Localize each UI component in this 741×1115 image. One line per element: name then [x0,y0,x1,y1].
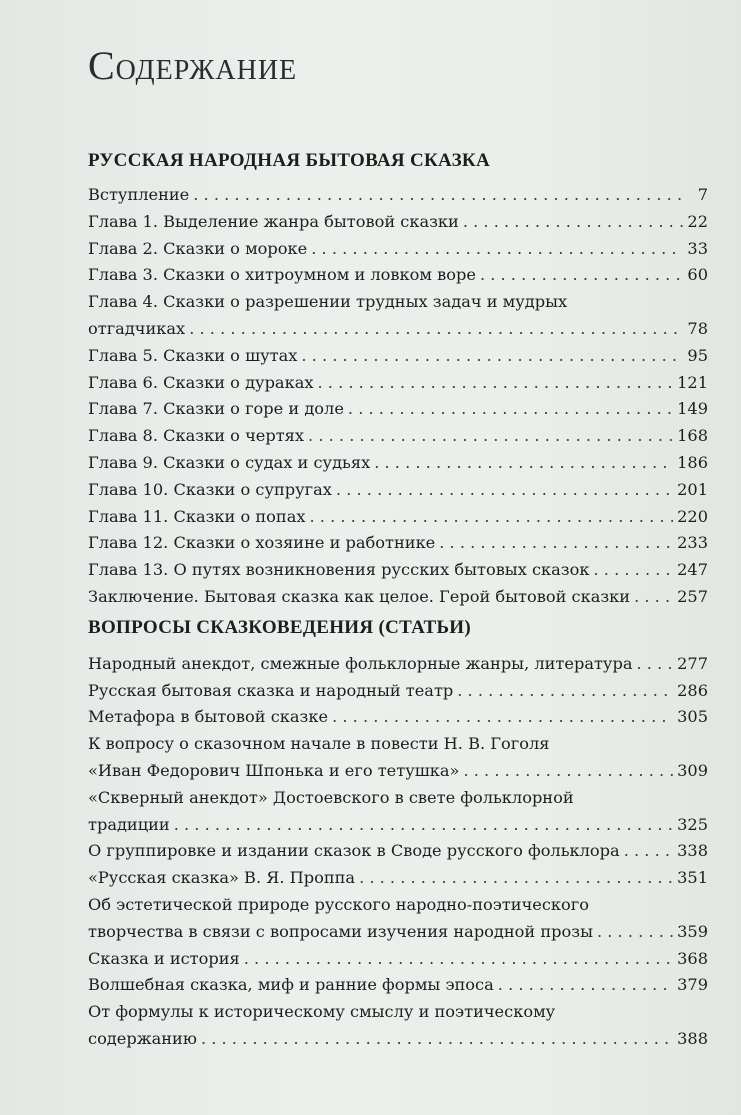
dot-leader [317,370,673,397]
entry-title-line: отгадчиках [88,318,186,338]
entry-title-line: О группировке и издании сказок в Своде русского фольклора [88,841,620,861]
page-number: 201 [677,479,708,499]
page-number: 33 [687,238,708,258]
toc-entry [88,396,708,423]
entry-title-line: «Иван Федорович Шпонька и его тетушка» [88,760,460,780]
page-number: 121 [677,372,708,392]
dot-leader [498,972,673,999]
toc-entry [88,370,708,397]
toc-entry [88,972,708,999]
page-number: 325 [677,814,708,834]
entry-title-line: Глава 12. Сказки о хозяине и работнике [88,533,436,553]
dot-leader [457,678,673,705]
dot-leader [174,812,673,839]
dot-leader [336,477,673,504]
page-number: 168 [677,426,708,446]
entry-title-line: От формулы к историческому смыслу и поэтическому [88,1002,556,1022]
toc-entry [88,651,708,678]
toc-entry [88,289,708,343]
entry-title-line: Глава 2. Сказки о мороке [88,238,308,258]
page-number: 286 [677,680,708,700]
toc-entry [88,678,708,705]
dot-leader [636,651,673,678]
page-number: 78 [687,318,708,338]
section-heading: РУССКАЯ НАРОДНАЯ БЫТОВАЯ СКАЗКА [88,150,491,171]
entry-title-line: Глава 1. Выделение жанра бытовой сказки [88,211,459,231]
entry-title-line: творчества в связи с вопросами изучения народной прозы [88,921,593,941]
dot-leader [634,584,673,611]
toc-entry [88,236,708,263]
entry-title-line: Волшебная сказка, миф и ранние формы эпоса [88,975,494,995]
page-number: 359 [677,921,708,941]
page-number: 305 [677,707,708,727]
page-number: 277 [677,653,708,673]
toc-entry [88,999,708,1053]
dot-leader [332,704,673,731]
page-number: 388 [677,1028,708,1048]
dot-leader [439,530,673,557]
page-number: 257 [677,586,708,606]
toc-entry [88,838,708,865]
page-number: 233 [677,533,708,553]
dot-leader [189,316,683,343]
toc-entry [88,530,708,557]
page-number: 351 [677,868,708,888]
section-entries [88,651,708,1053]
table-of-contents [88,146,708,1053]
entry-title-line: Сказка и история [88,948,240,968]
section-entries [88,182,708,611]
toc-entry [88,343,708,370]
toc-entry [88,557,708,584]
dot-leader [594,557,674,584]
entry-title-line: Метафора в бытовой сказке [88,707,329,727]
dot-leader [308,423,673,450]
entry-title-line: Об эстетической природе русского народно-поэтического [88,894,590,914]
section-heading: ВОПРОСЫ СКАЗКОВЕДЕНИЯ (СТАТЬИ) [88,616,472,638]
dot-leader [463,209,684,236]
dot-leader [624,838,673,865]
entry-title-line: Вступление [88,185,190,204]
page-number: 22 [687,211,708,231]
dot-leader [480,262,683,289]
dot-leader [359,865,673,892]
entry-title-line: Глава 6. Сказки о дураках [88,372,314,392]
toc-entry [88,182,708,209]
dot-leader [309,504,673,531]
toc-entry [88,946,708,973]
entry-title-line: Заключение. Бытовая сказка как целое. Герой бытовой сказки [88,586,631,606]
dot-leader [374,450,673,477]
entry-title-line: Глава 5. Сказки о шутах [88,345,298,365]
dot-leader [463,758,673,785]
entry-title-line: Глава 13. О путях возникновения русских бытовых сказок [88,560,590,580]
page-number: 60 [687,265,708,285]
page-number: 379 [677,975,708,995]
dot-leader [193,182,684,209]
entry-title-line: К вопросу о сказочном начале в повести Н. В. Гоголя [88,734,550,754]
toc-entry [88,504,708,531]
entry-title-line: Глава 9. Сказки о судах и судьях [88,452,371,472]
toc-entry [88,704,708,731]
page-number: 149 [677,399,708,419]
dot-leader [597,919,673,946]
toc-entry [88,423,708,450]
toc-entry [88,731,708,785]
entry-title-line: «Русская сказка» В. Я. Проппа [88,868,356,888]
entry-title-line: Русская бытовая сказка и народный театр [88,680,454,700]
page-number: 247 [677,560,708,580]
toc-entry [88,450,708,477]
page-number: 95 [687,345,708,365]
dot-leader [301,343,683,370]
dot-leader [244,946,673,973]
dot-leader [348,396,673,423]
entry-title-line: «Скверный анекдот» Достоевского в свете фольклорной [88,787,574,807]
page-number: 309 [677,760,708,780]
toc-entry [88,584,708,611]
toc-entry [88,477,708,504]
entry-title-line: традиции [88,814,170,834]
toc-entry [88,865,708,892]
entry-title-line: Глава 7. Сказки о горе и доле [88,399,344,419]
toc-entry [88,262,708,289]
page-number: 368 [677,948,708,968]
page-number: 7 [697,185,708,204]
page-number: 338 [677,841,708,861]
dot-leader [201,1026,673,1053]
entry-title-line: Глава 8. Сказки о чертях [88,426,305,446]
entry-title-line: Глава 11. Сказки о попах [88,506,306,526]
dot-leader [311,236,683,263]
entry-title-line: Народный анекдот, смежные фольклорные жанры, литература [88,653,633,673]
page-title: Содержание [88,43,298,88]
toc-entry [88,209,708,236]
entry-title-line: Глава 3. Сказки о хитроумном и ловком воре [88,265,476,285]
toc-entry [88,785,708,839]
entry-title-line: содержанию [88,1028,197,1048]
entry-title-line: Глава 10. Сказки о супругах [88,479,332,499]
entry-title-line: Глава 4. Сказки о разрешении трудных задач и мудрых [88,292,568,312]
page-number: 186 [677,452,708,472]
toc-entry [88,892,708,946]
page-number: 220 [677,506,708,526]
